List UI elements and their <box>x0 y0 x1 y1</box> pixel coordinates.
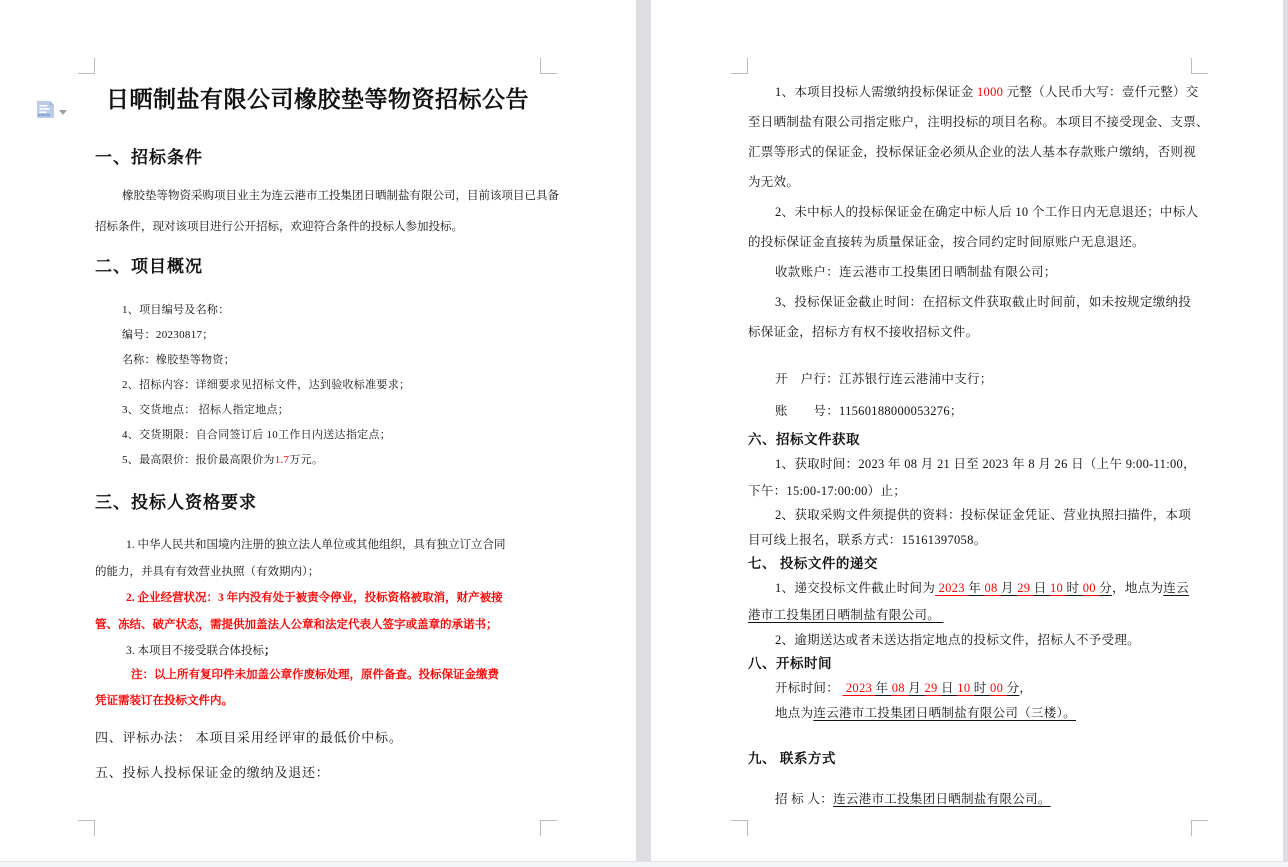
text-line: 3、投标保证金截止时间：在招标文件获取截止时间前，如未按规定缴纳投 <box>775 295 1192 309</box>
text-line: 港市工投集团日晒制盐有限公司。 <box>748 608 944 622</box>
text-line: 招 标 人：连云港市工投集团日晒制盐有限公司。 <box>775 792 1051 806</box>
text-line: 1、项目编号及名称： <box>122 304 230 316</box>
canvas-right-edge <box>1283 0 1288 861</box>
text-line: 1、获取时间：2023 年 08 月 21 日至 2023 年 8 月 26 日（上午 9:00-11:00， <box>775 457 1196 471</box>
text-line: 下午：15:00-17:00:00）止； <box>748 484 907 498</box>
canvas-bottom-strip <box>0 861 1288 867</box>
text-line: 凭证需装订在投标文件内。 <box>95 695 233 707</box>
text-line: 开标时间： 2023 年 08 月 29 日 10 时 00 分， <box>775 681 1033 695</box>
text-line: 4、交货期限：自合同签订后 10工作日内送达指定点； <box>122 429 392 441</box>
section-heading-8: 八、开标时间 <box>748 656 832 671</box>
page-gap <box>636 0 651 861</box>
text-line: 3. 本项目不接受联合体投标； <box>126 645 276 657</box>
page-1 <box>0 0 636 861</box>
text-line: 开 户行：江苏银行连云港浦中支行； <box>775 372 993 386</box>
section-heading-1: 一、招标条件 <box>95 148 203 167</box>
text-line: 2、未中标人的投标保证金在确定中标人后 10 个工作日内无息退还；中标人 <box>775 205 1199 219</box>
text-line: 为无效。 <box>748 175 800 189</box>
text-line: 5、最高限价：报价最高限价为1.7万元。 <box>122 454 324 466</box>
paste-options-button[interactable] <box>36 98 74 124</box>
text-line: 注：以上所有复印件未加盖公章作废标处理，原件备查。投标保证金缴费 <box>131 669 499 681</box>
text-line: 管、冻结、破产状态，需提供加盖法人公章和法定代表人签字或盖章的承诺书； <box>95 619 498 631</box>
text-line: 名称：橡胶垫等物资； <box>122 354 235 366</box>
text-line: 橡胶垫等物资采购项目业主为连云港市工投集团日晒制盐有限公司，目前该项目已具备 <box>122 190 559 202</box>
margin-crop-mark <box>540 58 557 74</box>
margin-crop-mark <box>78 820 95 836</box>
document-title: 日晒制盐有限公司橡胶垫等物资招标公告 <box>106 87 529 112</box>
text-line: 收款账户：连云港市工投集团日晒制盐有限公司； <box>775 265 1057 279</box>
margin-crop-mark <box>540 820 557 836</box>
margin-crop-mark <box>731 820 748 836</box>
text-line: 2. 企业经营状况：3 年内没有处于被责令停业，投标资格被取消，财产被接 <box>126 592 503 604</box>
text-line: 的投标保证金直接转为质量保证金，按合同约定时间原账户无息退还。 <box>748 235 1145 249</box>
text-line: 账 号：11560188000053276； <box>775 404 963 418</box>
text-line: 1、本项目投标人需缴纳投标保证金 1000 元整（人民币大写：壹仟元整）交 <box>775 85 1199 99</box>
section-heading-3: 三、投标人资格要求 <box>95 493 257 512</box>
section-heading-2: 二、项目概况 <box>95 257 203 276</box>
text-line: 汇票等形式的保证金，投标保证金必须从企业的法人基本存款账户缴纳，否则视 <box>748 145 1197 159</box>
margin-crop-mark <box>731 58 748 74</box>
text-line: 2、逾期送达或者未送达指定地点的投标文件，招标人不予受理。 <box>775 633 1140 647</box>
clipboard-icon <box>36 100 55 123</box>
margin-crop-mark <box>1191 58 1208 74</box>
section-heading-9: 九、 联系方式 <box>748 751 836 766</box>
text-line: 的能力，并具有有效营业执照（有效期内）； <box>95 566 320 578</box>
text-line: 标保证金，招标方有权不接收招标文件。 <box>748 325 979 339</box>
text-line: 编号：20230817； <box>122 329 214 341</box>
text-line: 2、招标内容：详细要求见招标文件，达到验收标准要求； <box>122 379 411 391</box>
section-heading-4: 四、评标办法： 本项目采用经评审的最低价中标。 <box>95 730 403 745</box>
text-line: 至日晒制盐有限公司指定账户，注明投标的项目名称。本项目不接受现金、支票、 <box>748 115 1209 129</box>
text-line: 3、交货地点： 招标人指定地点； <box>122 404 290 416</box>
section-heading-7: 七、 投标文件的递交 <box>748 556 878 571</box>
text-line: 招标条件，现对该项目进行公开招标，欢迎符合条件的投标人参加投标。 <box>95 221 463 233</box>
section-heading-5: 五、投标人投标保证金的缴纳及退还： <box>95 765 330 780</box>
text-line: 地点为连云港市工投集团日晒制盐有限公司（三楼）。 <box>775 706 1076 720</box>
text-line: 目可线上报名，联系方式：15161397058。 <box>748 533 987 547</box>
chevron-down-icon <box>59 110 67 115</box>
section-heading-6: 六、招标文件获取 <box>748 432 860 447</box>
margin-crop-mark <box>1191 820 1208 836</box>
text-line: 2、获取采购文件须提供的资料：投标保证金凭证、营业执照扫描件，本项 <box>775 508 1192 522</box>
text-line: 1、递交投标文件截止时间为 2023 年 08 月 29 日 10 时 00 分，地点为连云 <box>775 581 1189 595</box>
margin-crop-mark <box>78 58 95 74</box>
text-line: 1. 中华人民共和国境内注册的独立法人单位或其他组织，具有独立订立合同 <box>126 539 506 551</box>
page-2 <box>651 0 1283 861</box>
